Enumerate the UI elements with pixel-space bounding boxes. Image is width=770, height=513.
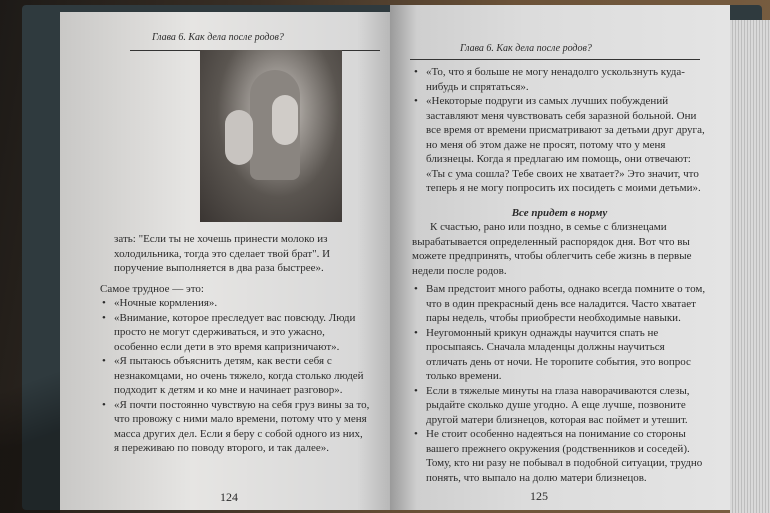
left-body <box>100 232 370 456</box>
left-page <box>60 12 390 510</box>
page-number: 124 <box>220 490 238 504</box>
photo-baby <box>272 95 298 145</box>
page-edges <box>730 20 770 513</box>
list-item: • Если в тяжелые минуты на глаза наворачиваются слезы, рыдайте сколько душе угодно. А еще лучше, позвоните другой матери близнецов, которая вас поймет и утешит. <box>412 384 707 428</box>
subheading: Все придет в норму <box>511 206 608 219</box>
right-body <box>412 65 707 485</box>
list-item: • Неугомонный крикун однажды научится спать не просыпаясь. Сначала младенцы должны научиться отличать день от ночи. Не торопите события, это вопрос только времени. <box>412 326 707 384</box>
list-item: • Вам предстоит много работы, однако всегда помните о том, что в один прекрасный день все наладится. Часто хватает пары недель, чтобы приобрести необходимые навыки. <box>412 282 707 326</box>
right-page <box>390 5 730 510</box>
paragraph: К счастью, рано или поздно, в семье с близнецами вырабатывается определенный распорядок дня. Вот что вы можете предпринять, чтобы облегчить себе жизнь в первые недели после родов. <box>412 221 692 277</box>
page-number: 125 <box>530 489 548 503</box>
running-header: Глава 6. Как дела после родов? <box>152 32 284 43</box>
list-item: • Не стоит особенно надеяться на понимание со стороны вашего прежнего окружения (родственников и соседей). Тому, кто ни разу не побывал в подобной ситуации, трудно понять, что выпало на долю матери близнецов. <box>412 427 707 485</box>
list-item: • «Внимание, которое преследует вас повсюду. Люди просто не могут сдерживаться, и это ужасно, особенно если дети в это время капризничают». <box>100 311 370 355</box>
list-item: • «То, что я больше не могу ненадолго ускользнуть куда-нибудь и спрятаться». <box>412 65 707 94</box>
header-rule <box>410 59 700 60</box>
photo-baby <box>225 110 253 165</box>
list-item: • «Ночные кормления». <box>100 296 370 311</box>
list-item: • «Я пытаюсь объяснить детям, как вести себя с незнакомцами, но очень тяжело, когда столько людей подходит к детям и ко мне и начинает разговор». <box>100 354 370 398</box>
running-header: Глава 6. Как дела после родов? <box>460 43 592 54</box>
paragraph: зать: "Если ты не хочешь принести молоко из холодильника, тогда это сделает твой брат". И поручение выполняется в два раза быстрее». <box>114 233 331 274</box>
list-item: • «Я почти постоянно чувствую на себя груз вины за то, что провожу с ними мало времени, потому что у меня масса других дел. Если я беру с собой одного из них, я переживаю по поводу второго, и так далее». <box>100 398 370 456</box>
list-item: • «Некоторые подруги из самых лучших побуждений заставляют меня чувствовать себя заразной больной. Они все время от времени присматривают за детьми друг друга, но меня об этом даже не просят, потому что у меня близнецы. Когда я предлагаю им помощь, они отвечают: «Ты с ума сошла? Тебе своих не хватает?» Это значит, что теперь я не могу попросить их посидеть с моими детьми». <box>412 94 707 196</box>
list-intro: Самое трудное — это: <box>100 282 204 295</box>
mother-with-twins-photo <box>200 50 342 222</box>
